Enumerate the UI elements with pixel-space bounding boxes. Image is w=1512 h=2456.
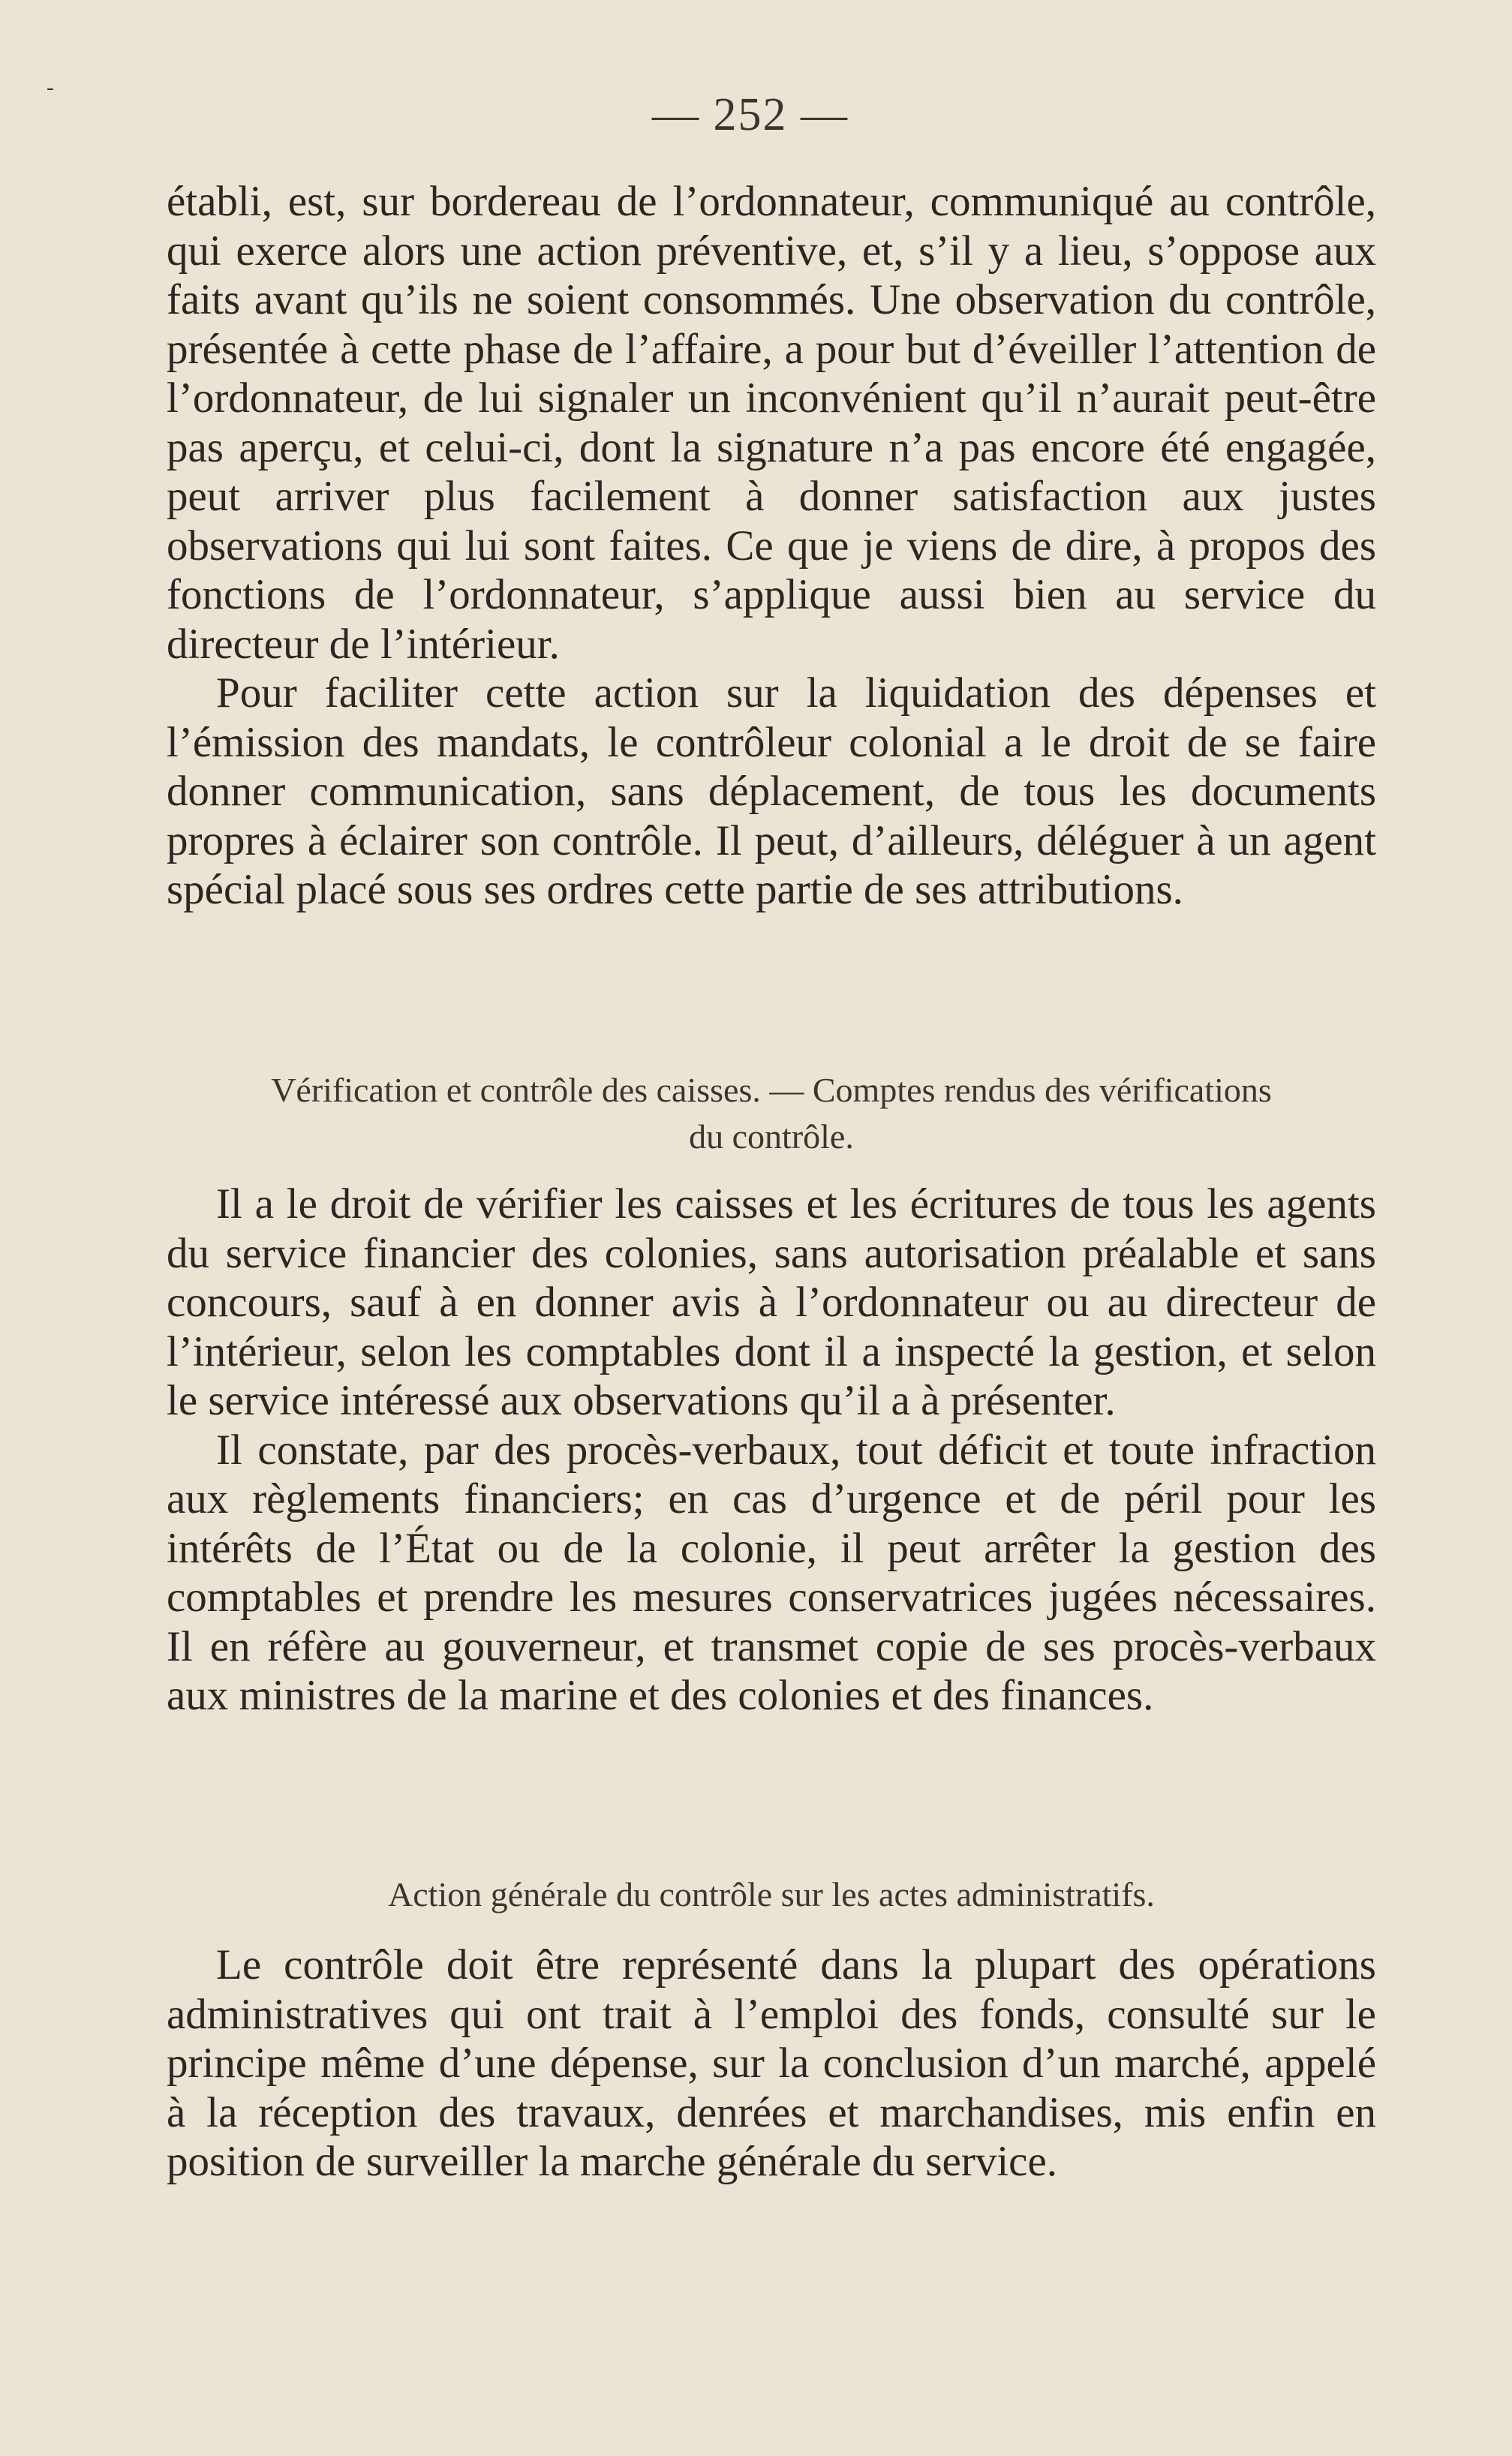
paragraph-1: établi, est, sur bordereau de l’ordonnateur, communiqué au contrôle, qui exerce alors une action préventive, et, s’il y a lieu, s’oppose aux faits avant qu’ils ne soient consommés. Une observation du contrôle, présentée à cette phase de l’affaire, a pour but d’éveiller l’attention de l’ordonnateur, de lui signaler un inconvénient qu’il n’aurait peut-être pas aperçu, et celui-ci, dont la signature n’a pas encore été engagée, peut arriver plus facilement à donner satisfaction aux justes observations qui lui sont faites. Ce que je viens de dire, à propos des fonctions de l’ordonnateur, s’applique aussi bien au service du directeur de l’intérieur. [167,178,1376,668]
margin-mark: - [47,75,54,100]
paragraph-5: Le contrôle doit être représenté dans la plupart des opérations administratives qui ont trait à l’emploi des fonds, consulté sur le principe même d’une dépense, sur la conclusion d’un marché, appelé à la réception des travaux, denrées et marchandises, mis enfin en position de surveiller la marche générale du service. [167,1941,1376,2185]
paragraph-2: Pour faciliter cette action sur la liquidation des dépenses et l’émission des mandats, le contrôleur colonial a le droit de se faire donner communication, sans déplacement, de tous les documents propres à éclairer son contrôle. Il peut, d’ailleurs, déléguer à un agent spécial placé sous ses ordres cette partie de ses attributions. [167,669,1376,913]
paragraph-3: Il a le droit de vérifier les caisses et les écritures de tous les agents du service financier des colonies, sans autorisation préalable et sans concours, sauf à en donner avis à l’ordonnateur ou au directeur de l’intérieur, selon les comptables dont il a inspecté la gestion, et selon le service intéressé aux observations qu’il a à présenter. [167,1180,1376,1424]
page-number: — 252 — [652,89,849,140]
body-text-section-2 [167,1180,1376,1721]
section-heading-1-line-2: du contrôle. [689,1117,854,1156]
section-heading-1 [167,1067,1376,1160]
body-text-section-3 [167,1940,1376,2187]
body-text-section-1 [167,177,1376,915]
section-heading-2: Action générale du contrôle sur les actes administratifs. [388,1875,1155,1913]
section-heading-1-line-1: Vérification et contrôle des caisses. — Comptes rendus des vérifications [271,1071,1272,1109]
paragraph-4: Il constate, par des procès-verbaux, tout déficit et toute infraction aux règlements financiers; en cas d’urgence et de péril pour les intérêts de l’État ou de la colonie, il peut arrêter la gestion des comptables et prendre les mesures conservatrices jugées nécessaires. Il en réfère au gouverneur, et transmet copie de ses procès-verbaux aux ministres de la marine et des colonies et des finances. [167,1426,1376,1719]
